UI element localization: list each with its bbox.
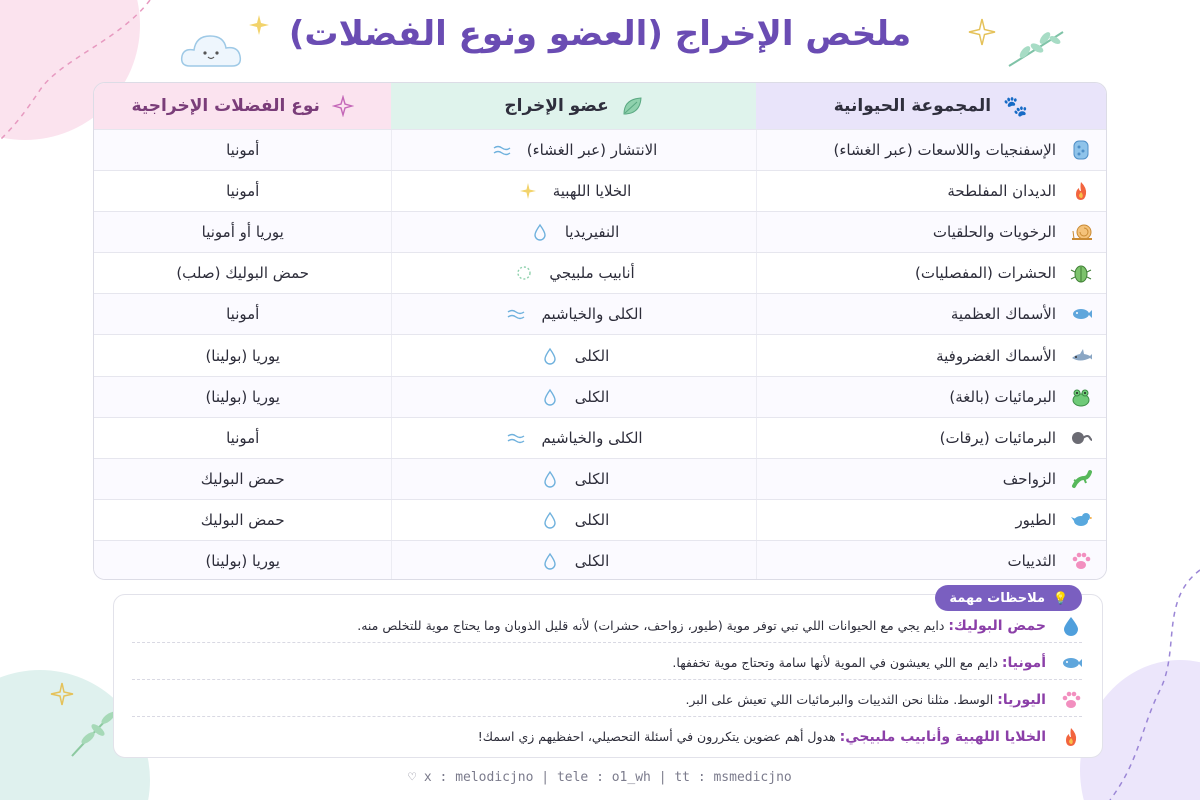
header-waste (94, 83, 391, 129)
table-row (94, 499, 1106, 540)
group-cell (756, 253, 1106, 293)
note-item (132, 646, 1082, 680)
header-group-label: المجموعة الحيوانية (833, 96, 992, 116)
organ-cell (391, 212, 755, 252)
snail-icon (1070, 221, 1092, 243)
organ-cell (391, 377, 755, 417)
organ-cell (391, 459, 755, 499)
group-name: البرمائيات (يرقات) (939, 428, 1056, 447)
table-row (94, 170, 1106, 211)
lightbulb-icon: 💡 (1053, 591, 1068, 605)
table-row (94, 129, 1106, 170)
notes-badge-label: ملاحظات مهمة (949, 590, 1046, 606)
excretion-table (93, 82, 1107, 580)
dotted-circle-icon (513, 262, 535, 284)
group-cell (756, 335, 1106, 375)
wave-icon (505, 427, 527, 449)
waste-cell (94, 294, 391, 334)
group-name: الديدان المفلطحة (947, 182, 1056, 201)
group-cell (756, 459, 1106, 499)
drop-icon (529, 221, 551, 243)
group-name: الأسماك العظمية (950, 305, 1056, 324)
note-text: الوسط. مثلنا نحن الثدييات والبرمائيات اللي تعيش على البر. (685, 691, 994, 707)
leaf-icon (621, 95, 643, 117)
note-label: حمض البوليك: (948, 617, 1046, 634)
organ-name: الكلى (574, 510, 610, 529)
group-cell (756, 500, 1106, 540)
organ-name: الكلى (574, 387, 610, 406)
notes-badge (935, 585, 1082, 611)
waste-type: يوريا (بولينا) (205, 551, 280, 570)
group-cell (756, 294, 1106, 334)
group-name: الأسماك الغضروفية (936, 346, 1056, 365)
beetle-icon (1070, 262, 1092, 284)
table-row (94, 376, 1106, 417)
table-row (94, 458, 1106, 499)
waste-type: حمض البوليك (200, 469, 285, 488)
organ-cell (391, 335, 755, 375)
waste-type: أمونيا (226, 141, 260, 160)
flame-icon (1070, 180, 1092, 202)
frog-icon (1070, 386, 1092, 408)
note-text: دايم يجي مع الحيوانات اللي تبي توفر موية (طيور، زواحف، حشرات) لأنه قليل الذوبان وما يحتاج موية للتخلص منه. (357, 617, 945, 633)
drop-icon (539, 468, 561, 490)
organ-cell (391, 130, 755, 170)
waste-type: حمض البوليك (200, 510, 285, 529)
footer-credits: ♡ x : melodicjno | tele : o1_wh | tt : msmedicjno (408, 770, 792, 785)
note-label: اليوريا: (997, 691, 1046, 708)
organ-cell (391, 418, 755, 458)
waste-type: أمونيا (226, 305, 260, 324)
page-title: ملخص الإخراج (العضو ونوع الفضلات) (288, 14, 912, 54)
organ-name: النفيريديا (564, 223, 620, 242)
organ-cell (391, 253, 755, 293)
notes-box (113, 590, 1103, 758)
group-cell (756, 171, 1106, 211)
fish-icon (1070, 303, 1092, 325)
note-item (132, 609, 1082, 643)
paw-icon (1070, 550, 1092, 572)
paw-icon (1060, 689, 1082, 711)
organ-cell (391, 294, 755, 334)
organ-cell (391, 500, 755, 540)
waste-type: حمض البوليك (صلب) (176, 264, 310, 283)
shark-icon (1070, 345, 1092, 367)
waste-type: أمونيا (226, 428, 260, 447)
organ-name: الكلى والخياشيم (541, 428, 643, 447)
waste-cell (94, 253, 391, 293)
paw-icon: 🐾 (1003, 94, 1028, 118)
group-name: الزواحف (1002, 469, 1056, 488)
drop-icon (539, 509, 561, 531)
table-body (94, 129, 1106, 580)
organ-name: أنابيب ملبيجي (549, 264, 635, 283)
note-content (357, 618, 1046, 634)
note-text: هدول أهم عضوين يتكررون في أسئلة التحصيلي، احفظيهم زي اسمك! (477, 729, 836, 744)
flame-icon (1060, 726, 1082, 748)
group-cell (756, 130, 1106, 170)
header-organ (391, 83, 755, 129)
waste-type: يوريا (بولينا) (205, 387, 280, 406)
note-item (132, 683, 1082, 717)
group-name: البرمائيات (بالغة) (949, 387, 1056, 406)
table-header (94, 83, 1106, 129)
header-waste-label: نوع الفضلات الإخراجية (131, 96, 320, 116)
tadpole-icon (1070, 427, 1092, 449)
note-content (685, 692, 1046, 708)
group-cell (756, 541, 1106, 580)
table-row (94, 540, 1106, 580)
sponge-icon (1070, 139, 1092, 161)
drop-icon (1060, 615, 1082, 637)
note-item (132, 720, 1082, 754)
sparkle-icon (50, 682, 74, 706)
group-name: الحشرات (المفصليات) (914, 264, 1056, 283)
fish-icon (1060, 652, 1082, 674)
organ-cell (391, 541, 755, 580)
waste-cell (94, 171, 391, 211)
waste-type: يوريا (بولينا) (205, 346, 280, 365)
lizard-icon (1070, 468, 1092, 490)
organ-name: الخلايا اللهبية (552, 182, 632, 201)
table-row (94, 211, 1106, 252)
drop-icon (539, 345, 561, 367)
drop-icon (539, 550, 561, 572)
organ-name: الكلى (574, 469, 610, 488)
group-name: الثدييات (1007, 551, 1056, 570)
sparkle-icon (332, 95, 354, 117)
group-cell (756, 377, 1106, 417)
waste-cell (94, 130, 391, 170)
waste-cell (94, 418, 391, 458)
note-label: الخلايا اللهبية وأنابيب ملبيجي: (839, 729, 1046, 745)
table-row (94, 334, 1106, 375)
waste-cell (94, 377, 391, 417)
sparkle-icon (517, 180, 539, 202)
note-label: أمونيا: (1001, 654, 1046, 671)
table-row (94, 417, 1106, 458)
group-name: الإسفنجيات واللاسعات (عبر الغشاء) (833, 141, 1056, 160)
table-row (94, 252, 1106, 293)
table-row (94, 293, 1106, 334)
organ-name: الكلى (574, 346, 610, 365)
waste-cell (94, 541, 391, 580)
header-group (756, 83, 1106, 129)
header-organ-label: عضو الإخراج (504, 96, 609, 116)
group-cell (756, 212, 1106, 252)
note-content (672, 655, 1046, 671)
drop-icon (539, 386, 561, 408)
organ-cell (391, 171, 755, 211)
wave-icon (505, 303, 527, 325)
note-content (478, 729, 1046, 745)
bird-icon (1070, 509, 1092, 531)
note-text: دايم مع اللي يعيشون في الموية لأنها سامة وتحتاج موية تخففها. (672, 654, 998, 670)
waste-cell (94, 459, 391, 499)
organ-name: الكلى (574, 551, 610, 570)
waste-cell (94, 500, 391, 540)
wave-icon (491, 139, 513, 161)
group-cell (756, 418, 1106, 458)
organ-name: الكلى والخياشيم (541, 305, 643, 324)
waste-cell (94, 212, 391, 252)
group-name: الرخويات والحلقيات (932, 223, 1056, 242)
group-name: الطيور (1015, 510, 1056, 529)
waste-type: يوريا أو أمونيا (201, 223, 284, 242)
organ-name: الانتشار (عبر الغشاء) (526, 141, 658, 160)
waste-cell (94, 335, 391, 375)
waste-type: أمونيا (226, 182, 260, 201)
